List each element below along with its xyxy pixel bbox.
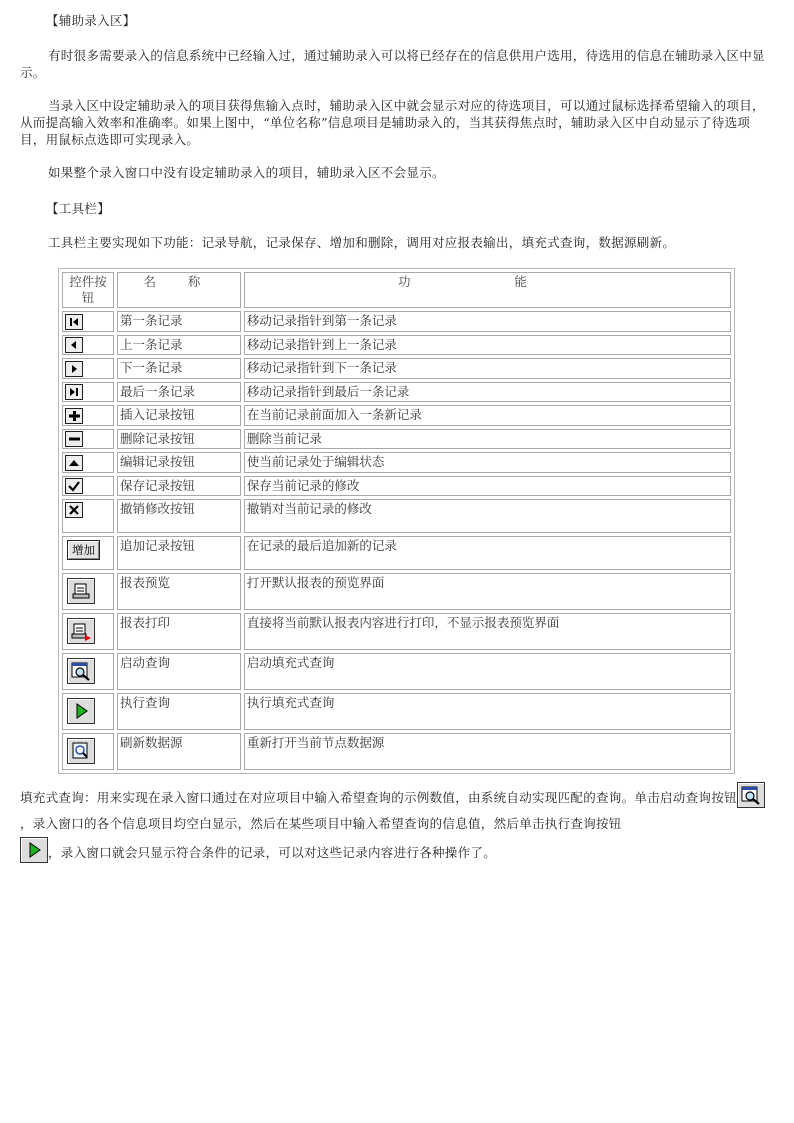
first-record-icon[interactable] (65, 314, 83, 330)
table-row (62, 452, 731, 473)
row-name: 撤销修改按钮 (117, 499, 241, 533)
toolbar-intro: 工具栏主要实现如下功能：记录导航，记录保存、增加和删除，调用对应报表输出，填充式查询，数据源刷新。 (48, 235, 676, 250)
fill-query-text-1: 填充式查询：用来实现在录入窗口通过在对应项目中输入希望查询的示例数值，由系统自动实现匹配的查询。单击启动查询按钮 (20, 790, 737, 805)
row-function: 在当前记录前面加入一条新记录 (244, 405, 731, 426)
start-query-inline-icon[interactable] (737, 782, 765, 808)
table-row (62, 311, 731, 332)
insert-icon[interactable] (65, 408, 83, 424)
row-function: 移动记录指针到第一条记录 (244, 311, 731, 332)
row-function: 移动记录指针到最后一条记录 (244, 382, 731, 403)
fill-query-paragraph (20, 782, 766, 866)
table-row (62, 429, 731, 450)
row-function: 直接将当前默认报表内容进行打印，不显示报表预览界面 (244, 613, 731, 650)
header-name-column: 名 称 (117, 272, 241, 308)
aux-paragraph-3: 如果整个录入窗口中没有设定辅助录入的项目，辅助录入区不会显示。 (48, 165, 445, 180)
start-query-icon[interactable] (67, 658, 95, 684)
row-name: 删除记录按钮 (117, 429, 241, 450)
row-function: 删除当前记录 (244, 429, 731, 450)
delete-icon[interactable] (65, 431, 83, 447)
next-record-icon[interactable] (65, 361, 83, 377)
row-name: 追加记录按钮 (117, 536, 241, 570)
row-function: 重新打开当前节点数据源 (244, 733, 731, 770)
row-name: 编辑记录按钮 (117, 452, 241, 473)
row-name: 下一条记录 (117, 358, 241, 379)
row-name: 报表打印 (117, 613, 241, 650)
prev-record-icon[interactable] (65, 337, 83, 353)
row-name: 上一条记录 (117, 335, 241, 356)
report-preview-icon[interactable] (67, 578, 95, 604)
fill-query-text-2: ，录入窗口的各个信息项目均空白显示，然后在某些项目中输入希望查询的信息值，然后单击执行查询按钮 (20, 816, 622, 831)
toolbar-heading: 【工具栏】 (46, 201, 111, 216)
row-function: 撤销对当前记录的修改 (244, 499, 731, 533)
last-record-icon[interactable] (65, 384, 83, 400)
table-row (62, 382, 731, 403)
row-name: 保存记录按钮 (117, 476, 241, 497)
row-name: 刷新数据源 (117, 733, 241, 770)
run-query-inline-icon[interactable] (20, 837, 48, 863)
row-function: 打开默认报表的预览界面 (244, 573, 731, 610)
table-row (62, 358, 731, 379)
run-query-icon[interactable] (67, 698, 95, 724)
table-row (62, 536, 731, 570)
row-name: 启动查询 (117, 653, 241, 690)
aux-paragraph-2: 当录入区中设定辅助录入的项目获得焦输入点时，辅助录入区中就会显示对应的待选项目，可以通过鼠标选择希望输入的项目，从而提高输入效率和准确率。如果上图中，“单位名称”信息项目是辅助录入的，当其获得焦点时，辅助录入区中自动显示了待选项目，用鼠标点选即可实现录入。 (20, 98, 765, 147)
table-row (62, 693, 731, 730)
row-function: 移动记录指针到下一条记录 (244, 358, 731, 379)
add-record-button[interactable]: 增加 (67, 540, 100, 560)
toolbar-function-table (58, 268, 735, 774)
row-function: 执行填充式查询 (244, 693, 731, 730)
table-row (62, 476, 731, 497)
table-row (62, 653, 731, 690)
edit-icon[interactable] (65, 455, 83, 471)
row-function: 在记录的最后追加新的记录 (244, 536, 731, 570)
table-row (62, 733, 731, 770)
row-function: 启动填充式查询 (244, 653, 731, 690)
table-row (62, 335, 731, 356)
row-name: 报表预览 (117, 573, 241, 610)
table-row (62, 499, 731, 533)
refresh-source-icon[interactable] (67, 738, 95, 764)
row-function: 使当前记录处于编辑状态 (244, 452, 731, 473)
header-function-column: 功 能 (244, 272, 731, 308)
row-name: 最后一条记录 (117, 382, 241, 403)
row-name: 执行查询 (117, 693, 241, 730)
header-button-column: 控件按钮 (62, 272, 114, 308)
table-row (62, 405, 731, 426)
row-name: 插入记录按钮 (117, 405, 241, 426)
table-row (62, 573, 731, 610)
row-name: 第一条记录 (117, 311, 241, 332)
table-header-row (62, 272, 731, 308)
aux-paragraph-1: 有时很多需要录入的信息系统中已经输入过，通过辅助录入可以将已经存在的信息供用户选用，待选用的信息在辅助录入区中显示。 (20, 48, 765, 80)
report-print-icon[interactable] (67, 618, 95, 644)
row-function: 移动记录指针到上一条记录 (244, 335, 731, 356)
fill-query-text-3: ，录入窗口就会只显示符合条件的记录，可以对这些记录内容进行各种操作了。 (48, 845, 497, 860)
row-function: 保存当前记录的修改 (244, 476, 731, 497)
cancel-x-icon[interactable] (65, 502, 83, 518)
save-check-icon[interactable] (65, 478, 83, 494)
table-row (62, 613, 731, 650)
aux-heading: 【辅助录入区】 (46, 13, 136, 28)
